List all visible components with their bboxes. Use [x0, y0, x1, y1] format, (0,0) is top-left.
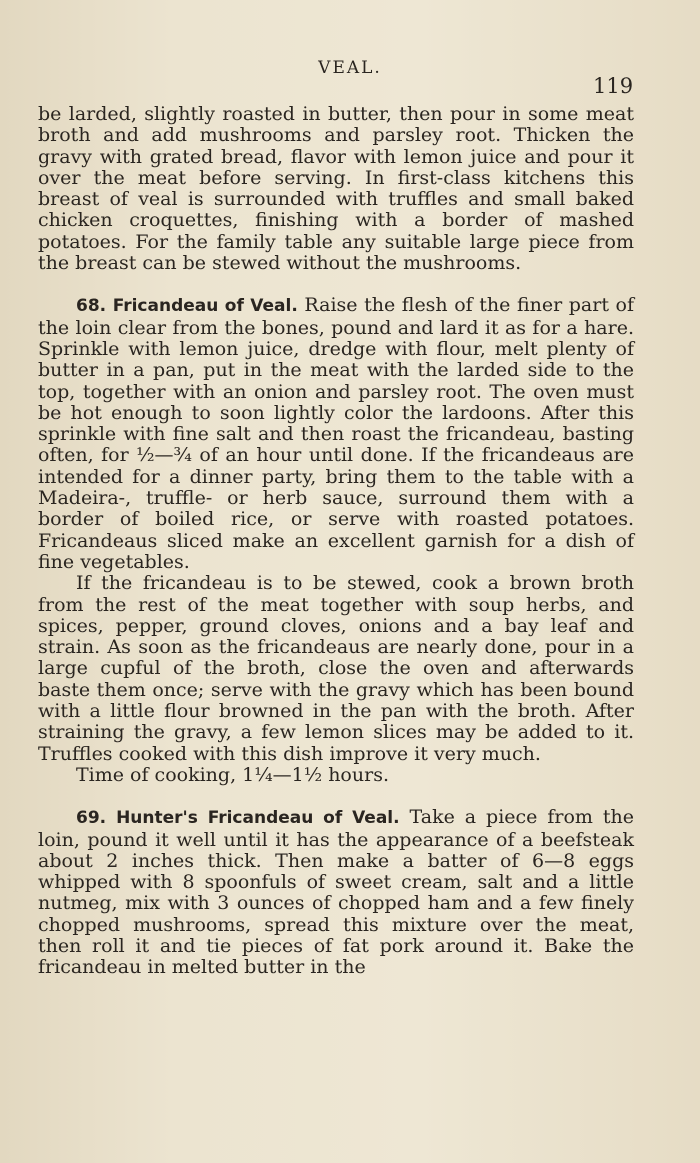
recipe-title: Fricandeau of Veal.	[112, 296, 298, 317]
recipe-title: Hunter's Fricandeau of Veal.	[116, 808, 400, 829]
recipe-68-paragraph	[38, 295, 634, 573]
recipe-text: Take a piece from the loin, pound it well until it has the appearance of a beefsteak about 2 inches thick. Then make a batter of 6—8 eggs whipped with 8 spoonfuls of sweet cream, salt and a little nutmeg, mix with 3 ounces of chopped ham and a few finely chopped mushrooms, spread this mixture over the meat, then roll it and tie pieces of fat pork around it. Bake the fricandeau in melted butter in the	[38, 806, 634, 979]
recipe-68-cooking-time: Time of cooking, 1¼—1½ hours.	[76, 763, 389, 786]
page-number: 119	[593, 74, 634, 98]
page-body	[38, 104, 634, 979]
recipe-69-paragraph	[38, 807, 634, 978]
section-gap	[38, 274, 634, 295]
running-header: VEAL.	[318, 58, 382, 78]
intro-paragraph: be larded, slightly roasted in butter, then pour in some meat broth and add mushrooms and parsley root. Thicken the gravy with grated bread, flavor with lemon juice and pour it over the meat before serving. In first-class kitchens this breast of veal is surrounded with truffles and small baked chicken croquettes, finishing with a border of mashed potatoes. For the family table any suitable large piece from the breast can be stewed without the mushrooms.	[38, 103, 634, 275]
recipe-68-stewing-paragraph: If the fricandeau is to be stewed, cook a brown broth from the rest of the meat together with soup herbs, and spices, pepper, ground cloves, onions and a bay leaf and strain. As soon as the fricandeaus are nearly done, pour in a large cupful of the broth, close the oven and afterwards baste them once; serve with the gravy which has been bound with a little flour browned in the pan with the broth. After straining the gravy, a few lemon slices may be added to it. Truffles cooked with this dish improve it very much.	[38, 572, 634, 765]
section-gap	[38, 786, 634, 807]
recipe-number: 69.	[76, 808, 107, 829]
recipe-number: 68.	[76, 296, 107, 317]
recipe-text: Raise the flesh of the finer part of the loin clear from the bones, pound and lard it as for a hare. Sprinkle with lemon juice, dredge with flour, melt plenty of butter in a pan, put in the meat with the larded side to the top, together with an onion and parsley root. The oven must be hot enough to soon lightly color the lardoons. After this sprinkle with fine salt and then roast the fricandeau, basting often, for ½—¾ of an hour until done. If the fricandeaus are intended for a dinner party, bring them to the table with a Madeira-, truffle- or herb sauce, surround them with a border of boiled rice, or serve with roasted potatoes. Fricandeaus sliced make an excellent garnish for a dish of fine vegetables.	[38, 294, 634, 573]
